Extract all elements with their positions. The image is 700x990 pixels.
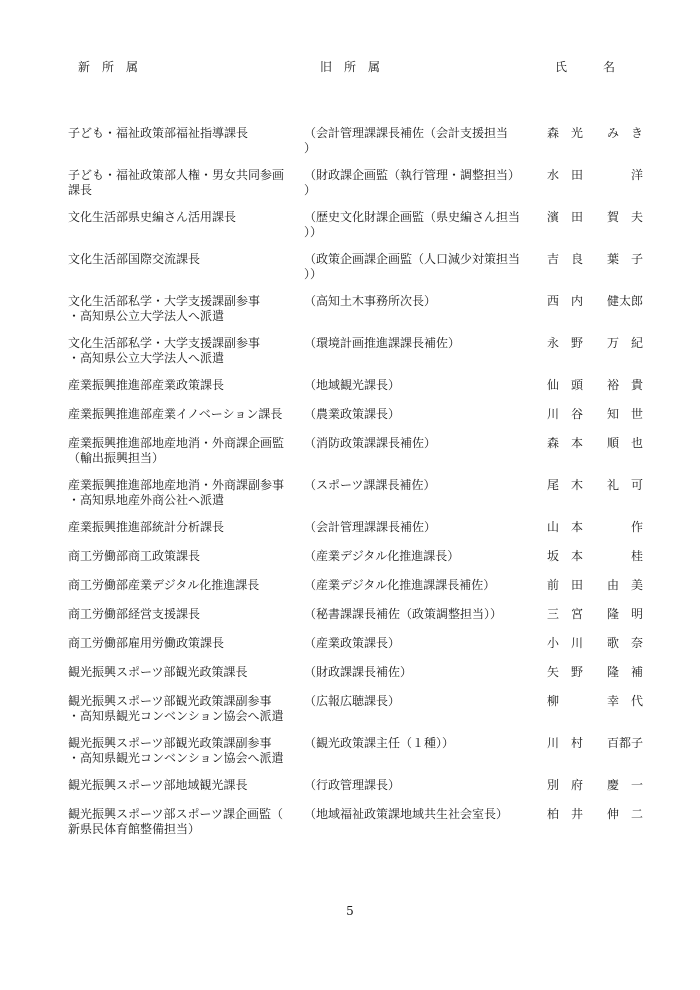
- new-department-line: 観光振興スポーツ部観光政策課副参事: [68, 694, 272, 708]
- person-name: 永 野 万 紀: [547, 336, 644, 350]
- old-department-line: （広報広聴課長）: [304, 694, 401, 708]
- page-number: 5: [346, 904, 354, 918]
- person-name: 仙 頭 裕 貴: [547, 378, 644, 392]
- new-department-line: 商工労働部雇用労働政策課長: [68, 636, 225, 650]
- new-department: [68, 252, 290, 267]
- header-new-department: 新 所 属: [78, 60, 139, 74]
- new-department: [68, 407, 290, 422]
- old-department: [304, 736, 526, 751]
- new-department-line: 子ども・福祉政策部福祉指導課長: [68, 126, 249, 140]
- new-department-line: ・高知県観光コンベンション協会へ派遣: [68, 709, 284, 723]
- old-department-line: （産業デジタル化推進課課長補佐）: [304, 578, 496, 592]
- old-department-line: （行政管理課長）: [304, 778, 401, 792]
- new-department: [68, 665, 290, 680]
- new-department-line: 新県民体育館整備担当）: [68, 822, 201, 836]
- person-name: 三 宮 隆 明: [547, 607, 644, 621]
- new-department-line: 産業振興推進部地産地消・外商課企画監: [68, 436, 285, 450]
- new-department-line: 商工労働部商工政策課長: [68, 549, 201, 563]
- person-name: 川 谷 知 世: [547, 407, 644, 421]
- new-department: [68, 807, 290, 837]
- new-department-line: 産業振興推進部産業政策課長: [68, 378, 225, 392]
- new-department-line: 産業振興推進部地産地消・外商課副参事: [68, 478, 285, 492]
- new-department-line: 商工労働部産業デジタル化推進課長: [68, 578, 260, 592]
- new-department-line: 商工労働部経営支援課長: [68, 607, 201, 621]
- old-department: [304, 694, 526, 709]
- new-department: [68, 210, 290, 225]
- old-department-line: （環境計画推進課課長補佐）: [304, 336, 461, 350]
- new-department: [68, 694, 290, 724]
- header-name: 氏 名: [555, 60, 616, 74]
- old-department-line: ））: [304, 225, 323, 239]
- old-department-line: （秘書課課長補佐（政策調整担当））: [304, 607, 503, 621]
- person-name: 西 内 健太郎: [547, 294, 644, 308]
- person-name: 尾 木 礼 可: [547, 478, 644, 492]
- new-department-line: 観光振興スポーツ部地域観光課長: [68, 778, 248, 792]
- new-department: [68, 578, 290, 593]
- old-department: [304, 807, 526, 822]
- new-department-line: 観光振興スポーツ部観光政策課副参事: [68, 736, 272, 750]
- new-department: [68, 478, 290, 508]
- person-name: 柏 井 伸 二: [547, 807, 644, 821]
- new-department: [68, 736, 290, 766]
- old-department: [304, 210, 526, 240]
- old-department-line: （財政課企画監（執行管理・調整担当）: [304, 168, 521, 182]
- new-department: [68, 126, 290, 141]
- old-department: [304, 126, 526, 156]
- new-department-line: 産業振興推進部産業イノベーション課長: [68, 407, 283, 421]
- old-department-line: （地域観光課長）: [304, 378, 401, 392]
- new-department-line: 文化生活部県史編さん活用課長: [68, 210, 237, 224]
- person-name: 森 本 順 也: [547, 436, 644, 450]
- new-department-line: ・高知県観光コンベンション協会へ派遣: [68, 751, 284, 765]
- old-department: [304, 378, 526, 393]
- old-department-line: （会計管理課課長補佐）: [304, 520, 437, 534]
- old-department-line: （産業デジタル化推進課長）: [304, 549, 460, 563]
- old-department-line: （スポーツ課課長補佐）: [304, 478, 436, 492]
- old-department-line: ）: [304, 183, 317, 197]
- new-department-line: （輸出振興担当）: [68, 451, 165, 465]
- old-department: [304, 407, 526, 422]
- old-department-line: （歴史文化財課企画監（県史編さん担当: [304, 210, 521, 224]
- new-department: [68, 378, 290, 393]
- old-department-line: （農業政策課長）: [304, 407, 401, 421]
- old-department: [304, 778, 526, 793]
- new-department-line: ・高知県公立大学法人へ派遣: [68, 309, 225, 323]
- old-department-line: （地域福祉政策課地域共生社会室長）: [304, 807, 509, 821]
- old-department-line: ））: [304, 267, 323, 281]
- person-name: 小 川 歌 奈: [547, 636, 644, 650]
- person-name: 矢 野 隆 補: [547, 665, 644, 679]
- new-department: [68, 336, 290, 366]
- person-name: 濱 田 賀 夫: [547, 210, 644, 224]
- old-department: [304, 436, 526, 451]
- person-name: 別 府 慶 一: [547, 778, 644, 792]
- person-name: 山 本 作: [547, 520, 644, 534]
- header-old-department: 旧 所 属: [320, 60, 381, 74]
- new-department-line: ・高知県公立大学法人へ派遣: [68, 351, 225, 365]
- new-department: [68, 778, 290, 793]
- old-department: [304, 336, 526, 351]
- new-department: [68, 549, 290, 564]
- old-department-line: （産業政策課長）: [304, 636, 401, 650]
- new-department: [68, 520, 290, 535]
- new-department: [68, 168, 290, 198]
- person-name: 森 光 み き: [547, 126, 644, 140]
- old-department: [304, 478, 526, 493]
- new-department-line: 産業振興推進部統計分析課長: [68, 520, 225, 534]
- old-department: [304, 252, 526, 282]
- person-name: 水 田 洋: [547, 168, 644, 182]
- old-department-line: （会計管理課課長補佐（会計支援担当: [304, 126, 509, 140]
- new-department: [68, 294, 290, 324]
- old-department: [304, 665, 526, 680]
- old-department: [304, 578, 526, 593]
- new-department-line: 観光振興スポーツ部観光政策課長: [68, 665, 248, 679]
- person-name: 坂 本 桂: [547, 549, 644, 563]
- new-department-line: 子ども・福祉政策部人権・男女共同参画: [68, 168, 285, 182]
- old-department: [304, 549, 526, 564]
- person-name: 前 田 由 美: [547, 578, 644, 592]
- new-department-line: ・高知県地産外商公社へ派遣: [68, 493, 225, 507]
- old-department-line: （観光政策課主任（１種））: [304, 736, 455, 750]
- old-department-line: （政策企画課企画監（人口減少対策担当: [304, 252, 521, 266]
- old-department: [304, 294, 526, 309]
- old-department-line: （高知土木事務所次長）: [304, 294, 437, 308]
- new-department-line: 文化生活部国際交流課長: [68, 252, 201, 266]
- new-department-line: 観光振興スポーツ部スポーツ課企画監（: [68, 807, 284, 821]
- new-department-line: 文化生活部私学・大学支援課副参事: [68, 294, 261, 308]
- old-department-line: （財政課課長補佐）: [304, 665, 413, 679]
- old-department-line: ）: [304, 141, 317, 155]
- old-department: [304, 168, 526, 198]
- new-department: [68, 436, 290, 466]
- old-department: [304, 636, 526, 651]
- old-department: [304, 520, 526, 535]
- person-name: 川 村 百都子: [547, 736, 644, 750]
- new-department-line: 課長: [68, 183, 93, 197]
- person-name: 柳 幸 代: [547, 694, 644, 708]
- new-department: [68, 636, 290, 651]
- old-department-line: （消防政策課課長補佐）: [304, 436, 437, 450]
- new-department-line: 文化生活部私学・大学支援課副参事: [68, 336, 261, 350]
- new-department: [68, 607, 290, 622]
- person-name: 吉 良 葉 子: [547, 252, 644, 266]
- old-department: [304, 607, 526, 622]
